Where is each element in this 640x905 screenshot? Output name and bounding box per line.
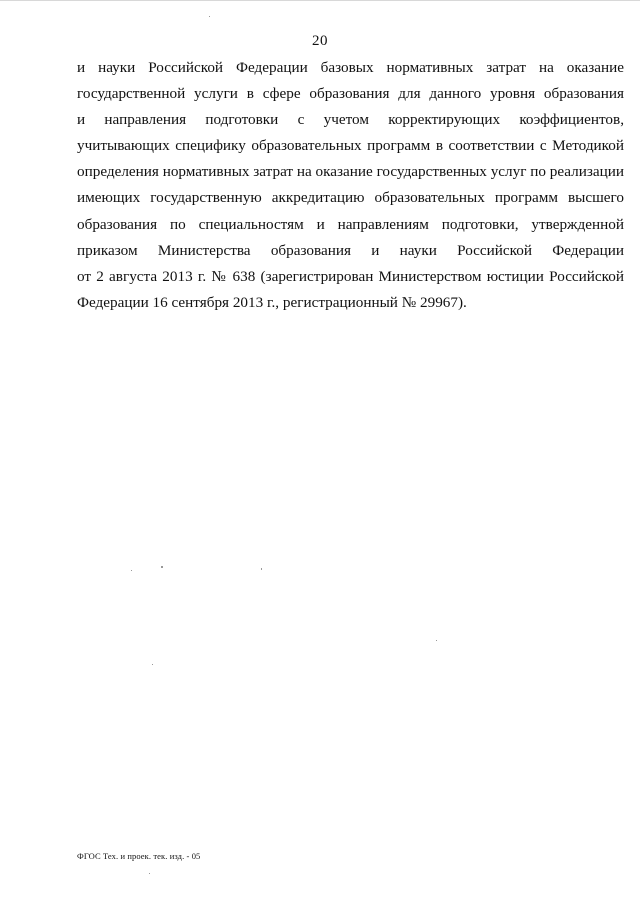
paragraph-line: образования по специальностям и направлениям подготовки, утвержденной	[77, 215, 624, 233]
page-number: 20	[312, 33, 328, 49]
scan-speck	[161, 566, 163, 568]
paragraph-line: государственной услуги в сфере образования для данного уровня образования	[77, 85, 624, 103]
scan-speck	[152, 664, 153, 665]
page-top-edge	[0, 0, 640, 1]
paragraph-line: определения нормативных затрат на оказание государственных услуг по реализации	[77, 163, 624, 181]
scan-speck	[131, 570, 132, 571]
scan-speck	[261, 568, 262, 570]
scan-speck	[209, 16, 210, 17]
paragraph-line: приказом Министерства образования и науки Российской Федерации	[77, 241, 624, 259]
scan-speck	[436, 640, 437, 641]
paragraph-line: от 2 августа 2013 г. № 638 (зарегистрирован Министерством юстиции Российской	[77, 267, 624, 285]
paragraph-line: учитывающих специфику образовательных программ в соответствии с Методикой	[77, 137, 624, 155]
footer-code: ФГОС Тех. и проек. тек. изд. - 05	[77, 851, 201, 861]
body-paragraph	[77, 55, 624, 316]
paragraph-line: и науки Российской Федерации базовых нормативных затрат на оказание	[77, 59, 624, 76]
paragraph-line: имеющих государственную аккредитацию образовательных программ высшего	[77, 189, 624, 207]
paragraph-line-last: Федерации 16 сентября 2013 г., регистрационный № 29967).	[77, 293, 467, 311]
paragraph-line: и направления подготовки с учетом корректирующих коэффициентов,	[77, 111, 624, 129]
scan-speck	[149, 873, 150, 874]
